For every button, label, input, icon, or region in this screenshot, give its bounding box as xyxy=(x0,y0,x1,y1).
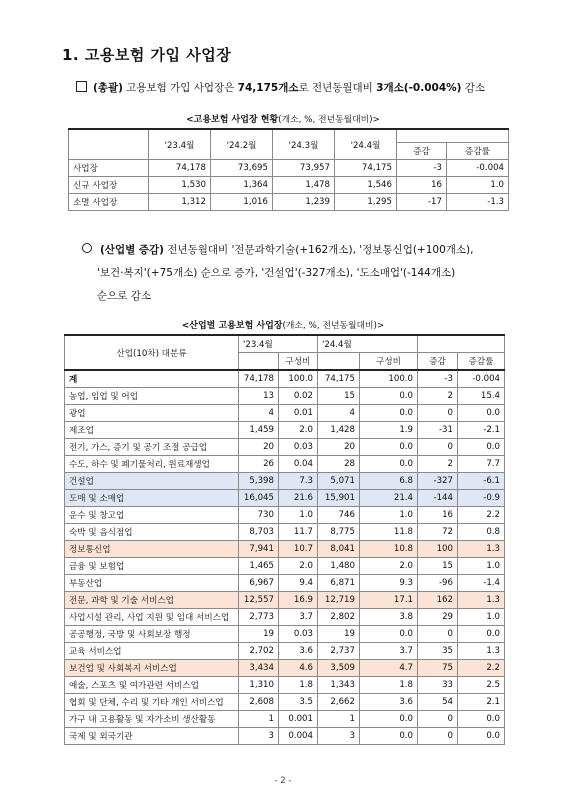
table-row xyxy=(65,643,505,660)
cell-value: 15 xyxy=(318,388,360,405)
cell-value: 1,546 xyxy=(335,177,397,194)
cell-value: -96 xyxy=(418,575,458,592)
cell-value: 1,480 xyxy=(318,558,360,575)
cell-value: 100 xyxy=(418,541,458,558)
cell-value: 5,398 xyxy=(239,473,279,490)
cell-value: 0.0 xyxy=(458,728,505,745)
cell-value: 0.0 xyxy=(458,405,505,422)
cell-value: 1,428 xyxy=(318,422,360,439)
table-row xyxy=(65,728,505,745)
cell-value: -17 xyxy=(397,194,447,211)
row-label: 전기, 가스, 증기 및 공기 조절 공급업 xyxy=(65,439,239,456)
summary-line xyxy=(76,80,485,95)
cell-value: 100.0 xyxy=(360,370,418,388)
row-label: 협회 및 단체, 수리 및 기타 개인 서비스업 xyxy=(65,694,239,711)
cell-value: -6.1 xyxy=(458,473,505,490)
table-row xyxy=(65,422,505,439)
cell-value: 162 xyxy=(418,592,458,609)
cell-value: 4 xyxy=(318,405,360,422)
cell-value: 0.004 xyxy=(279,728,318,745)
cell-value: 0.03 xyxy=(279,439,318,456)
cell-value: 1,459 xyxy=(239,422,279,439)
cell-value: 2.5 xyxy=(458,677,505,694)
table2-header-empty xyxy=(239,353,279,371)
cell-value: 1.0 xyxy=(447,177,509,194)
cell-value: 3.7 xyxy=(279,609,318,626)
cell-value: 1,312 xyxy=(149,194,211,211)
cell-value: 16 xyxy=(397,177,447,194)
cell-value: 21.6 xyxy=(279,490,318,507)
cell-value: 0.0 xyxy=(458,711,505,728)
cell-value: 2 xyxy=(418,456,458,473)
table-row xyxy=(69,177,509,194)
cell-value: 7,941 xyxy=(239,541,279,558)
cell-value: 0.0 xyxy=(458,439,505,456)
cell-value: 0.0 xyxy=(360,626,418,643)
cell-value: 0.0 xyxy=(360,456,418,473)
table-row xyxy=(65,609,505,626)
industry-para-text: 전년동월대비 '전문과학기술(+162개소), '정보통신업(+100개소), xyxy=(163,244,474,256)
cell-value: 1,343 xyxy=(318,677,360,694)
cell-value: 3.6 xyxy=(360,694,418,711)
page-number: - 2 - xyxy=(274,776,292,786)
industry-table xyxy=(64,334,505,745)
cell-value: 1 xyxy=(318,711,360,728)
table2-caption-bold: <산업별 고용보험 사업장 xyxy=(181,321,283,331)
table2-header-diff: 증감 xyxy=(418,353,458,371)
table-row xyxy=(65,626,505,643)
table1-header: 증감률 xyxy=(447,143,509,160)
cell-value: 16 xyxy=(418,507,458,524)
cell-value: 10.7 xyxy=(279,541,318,558)
cell-value: 4.6 xyxy=(279,660,318,677)
table2-header-share2: 구성비 xyxy=(360,353,418,371)
table1-header: '24.4월 xyxy=(335,129,397,160)
cell-value: 16,045 xyxy=(239,490,279,507)
cell-value: 3 xyxy=(318,728,360,745)
row-label: 예술, 스포츠 및 여가관련 서비스업 xyxy=(65,677,239,694)
summary-text2: 로 전년동월대비 xyxy=(298,82,377,94)
row-label: 부동산업 xyxy=(65,575,239,592)
cell-value: 8,775 xyxy=(318,524,360,541)
table1-caption xyxy=(0,112,566,125)
row-label: 사업장 xyxy=(69,160,149,177)
table1-caption-rest: (개소, %, 전년동월대비)> xyxy=(278,115,380,125)
row-label: 광업 xyxy=(65,405,239,422)
row-label: 가구 내 고용활동 및 자가소비 생산활동 xyxy=(65,711,239,728)
cell-value: 1.9 xyxy=(360,422,418,439)
cell-value: 1,478 xyxy=(273,177,335,194)
cell-value: 3,434 xyxy=(239,660,279,677)
cell-value: 4.7 xyxy=(360,660,418,677)
table2-header-industry: 산업(10차) 대분류 xyxy=(65,335,239,370)
cell-value: 1 xyxy=(239,711,279,728)
cell-value: 0.0 xyxy=(360,439,418,456)
cell-value: 20 xyxy=(318,439,360,456)
cell-value: 1.0 xyxy=(360,507,418,524)
cell-value: 13 xyxy=(239,388,279,405)
cell-value: 1,364 xyxy=(211,177,273,194)
cell-value: 2 xyxy=(418,388,458,405)
cell-value: 0.0 xyxy=(360,388,418,405)
cell-value: 73,695 xyxy=(211,160,273,177)
cell-value: -327 xyxy=(418,473,458,490)
bullet-circle-icon xyxy=(82,243,92,253)
cell-value: 74,178 xyxy=(239,370,279,388)
cell-value: -144 xyxy=(418,490,458,507)
table-row xyxy=(65,541,505,558)
summary-bold1: 74,175개소 xyxy=(237,82,299,94)
table-row xyxy=(65,388,505,405)
row-label: 수도, 하수 및 폐기물처리, 원료재생업 xyxy=(65,456,239,473)
cell-value: -0.004 xyxy=(458,370,505,388)
cell-value: 1,239 xyxy=(273,194,335,211)
cell-value: 1,530 xyxy=(149,177,211,194)
cell-value: 4 xyxy=(239,405,279,422)
table-row xyxy=(65,711,505,728)
cell-value: 0 xyxy=(418,728,458,745)
cell-value: 2,608 xyxy=(239,694,279,711)
cell-value: 0 xyxy=(418,626,458,643)
cell-value: 746 xyxy=(318,507,360,524)
cell-value: 2.0 xyxy=(360,558,418,575)
table2-header-2404: '24.4월 xyxy=(318,335,418,353)
cell-value: 54 xyxy=(418,694,458,711)
section-heading: 1. 고용보험 가입 사업장 xyxy=(62,46,232,64)
cell-value: 0 xyxy=(418,439,458,456)
cell-value: 10.8 xyxy=(360,541,418,558)
cell-value: 3 xyxy=(239,728,279,745)
cell-value: 2.0 xyxy=(279,558,318,575)
cell-value: 0.03 xyxy=(279,626,318,643)
table2-caption-rest: (개소, %, 전년동월대비)> xyxy=(282,321,385,331)
cell-value: -1.4 xyxy=(458,575,505,592)
table-row xyxy=(65,370,505,388)
table1-header: 증감 xyxy=(397,143,447,160)
summary-text3: 감소 xyxy=(461,82,486,94)
cell-value: -0.004 xyxy=(447,160,509,177)
row-label: 전문, 과학 및 기술 서비스업 xyxy=(65,592,239,609)
cell-value: 0.8 xyxy=(458,524,505,541)
cell-value: 0.02 xyxy=(279,388,318,405)
cell-value: 9.4 xyxy=(279,575,318,592)
table-row xyxy=(65,694,505,711)
row-label: 정보통신업 xyxy=(65,541,239,558)
row-label: 도매 및 소매업 xyxy=(65,490,239,507)
row-label: 소멸 사업장 xyxy=(69,194,149,211)
cell-value: 100.0 xyxy=(279,370,318,388)
cell-value: 1,310 xyxy=(239,677,279,694)
cell-value: 6,871 xyxy=(318,575,360,592)
table2-header-blank xyxy=(418,335,505,353)
row-label: 교육 서비스업 xyxy=(65,643,239,660)
table-row xyxy=(69,194,509,211)
table1-corner-cell xyxy=(69,129,149,160)
cell-value: 35 xyxy=(418,643,458,660)
summary-prefix: (총괄) xyxy=(93,82,123,94)
row-label: 건설업 xyxy=(65,473,239,490)
cell-value: 2.2 xyxy=(458,660,505,677)
cell-value: 1.8 xyxy=(360,677,418,694)
cell-value: 6,967 xyxy=(239,575,279,592)
cell-value: 16.9 xyxy=(279,592,318,609)
cell-value: 0.0 xyxy=(360,711,418,728)
cell-value: 17.1 xyxy=(360,592,418,609)
cell-value: 0 xyxy=(418,711,458,728)
cell-value: 730 xyxy=(239,507,279,524)
table-row xyxy=(65,524,505,541)
cell-value: 1,295 xyxy=(335,194,397,211)
cell-value: 28 xyxy=(318,456,360,473)
cell-value: 74,175 xyxy=(318,370,360,388)
cell-value: 0 xyxy=(418,405,458,422)
cell-value: 15.4 xyxy=(458,388,505,405)
summary-bold2: 3개소(-0.004%) xyxy=(376,82,462,94)
cell-value: 8,703 xyxy=(239,524,279,541)
industry-para-line3: 순으로 감소 xyxy=(97,290,152,302)
cell-value: 21.4 xyxy=(360,490,418,507)
cell-value: 2,773 xyxy=(239,609,279,626)
table-row xyxy=(65,507,505,524)
cell-value: 3.5 xyxy=(279,694,318,711)
table-row xyxy=(65,405,505,422)
table1-header: '24.2월 xyxy=(211,129,273,160)
table-row xyxy=(65,439,505,456)
cell-value: 26 xyxy=(239,456,279,473)
cell-value: 7.3 xyxy=(279,473,318,490)
row-label: 신규 사업장 xyxy=(69,177,149,194)
row-label: 숙박 및 음식점업 xyxy=(65,524,239,541)
cell-value: 0.001 xyxy=(279,711,318,728)
cell-value: -3 xyxy=(397,160,447,177)
industry-para-prefix: (산업별 증감) xyxy=(100,244,164,256)
table1-header: '23.4월 xyxy=(149,129,211,160)
table-row xyxy=(65,456,505,473)
table-row xyxy=(65,558,505,575)
cell-value: 2,802 xyxy=(318,609,360,626)
industry-para-line2: '보건·복지'(+75개소) 순으로 증가, '건설업'(-327개소), '도소매업'(-144개소) xyxy=(97,267,456,279)
row-label: 금융 및 보험업 xyxy=(65,558,239,575)
cell-value: 19 xyxy=(318,626,360,643)
table2-header-share: 구성비 xyxy=(279,353,318,371)
cell-value: 0.0 xyxy=(458,626,505,643)
cell-value: 3.6 xyxy=(279,643,318,660)
cell-value: 75 xyxy=(418,660,458,677)
cell-value: 12,557 xyxy=(239,592,279,609)
cell-value: 72 xyxy=(418,524,458,541)
cell-value: 3,509 xyxy=(318,660,360,677)
cell-value: 1.3 xyxy=(458,643,505,660)
cell-value: 0.01 xyxy=(279,405,318,422)
table-row xyxy=(69,160,509,177)
cell-value: -2.1 xyxy=(458,422,505,439)
table2-header-empty xyxy=(318,353,360,371)
cell-value: 2,662 xyxy=(318,694,360,711)
table-row xyxy=(65,677,505,694)
table-row xyxy=(65,592,505,609)
cell-value: 0.0 xyxy=(360,728,418,745)
cell-value: 3.7 xyxy=(360,643,418,660)
industry-para-line1 xyxy=(82,242,474,257)
cell-value: 8,041 xyxy=(318,541,360,558)
row-label: 사업시설 관리, 사업 지원 및 임대 서비스업 xyxy=(65,609,239,626)
table1-header-row xyxy=(69,129,509,143)
table-row xyxy=(65,660,505,677)
table-row xyxy=(65,473,505,490)
cell-value: 74,178 xyxy=(149,160,211,177)
table1-caption-bold: <고용보험 사업장 현황 xyxy=(186,115,279,125)
cell-value: 1.3 xyxy=(458,592,505,609)
table-row xyxy=(65,575,505,592)
table1-header: '24.3월 xyxy=(273,129,335,160)
cell-value: 2,737 xyxy=(318,643,360,660)
cell-value: 6.8 xyxy=(360,473,418,490)
cell-value: 1.0 xyxy=(458,558,505,575)
table2-header-row xyxy=(65,335,505,353)
cell-value: 74,175 xyxy=(335,160,397,177)
cell-value: 2.2 xyxy=(458,507,505,524)
cell-value: 1.0 xyxy=(458,609,505,626)
cell-value: -31 xyxy=(418,422,458,439)
cell-value: 1,016 xyxy=(211,194,273,211)
cell-value: 1,465 xyxy=(239,558,279,575)
cell-value: 3.8 xyxy=(360,609,418,626)
cell-value: 15,901 xyxy=(318,490,360,507)
cell-value: 29 xyxy=(418,609,458,626)
cell-value: 15 xyxy=(418,558,458,575)
cell-value: 11.8 xyxy=(360,524,418,541)
row-label: 계 xyxy=(65,370,239,388)
cell-value: 73,957 xyxy=(273,160,335,177)
table1-header-blank xyxy=(397,129,509,143)
cell-value: 2.1 xyxy=(458,694,505,711)
cell-value: -1.3 xyxy=(447,194,509,211)
cell-value: 12,719 xyxy=(318,592,360,609)
cell-value: 33 xyxy=(418,677,458,694)
cell-value: 2.0 xyxy=(279,422,318,439)
cell-value: 1.8 xyxy=(279,677,318,694)
cell-value: -3 xyxy=(418,370,458,388)
row-label: 국제 및 외국기관 xyxy=(65,728,239,745)
table2-header-rate: 증감률 xyxy=(458,353,505,371)
row-label: 공공행정, 국방 및 사회보장 행정 xyxy=(65,626,239,643)
row-label: 제조업 xyxy=(65,422,239,439)
summary-text1: 고용보험 가입 사업장은 xyxy=(122,82,238,94)
cell-value: -0.9 xyxy=(458,490,505,507)
cell-value: 5,071 xyxy=(318,473,360,490)
cell-value: 2,702 xyxy=(239,643,279,660)
cell-value: 9.3 xyxy=(360,575,418,592)
table2-header-2304: '23.4월 xyxy=(239,335,318,353)
cell-value: 20 xyxy=(239,439,279,456)
cell-value: 0.04 xyxy=(279,456,318,473)
table2-caption xyxy=(0,318,566,331)
cell-value: 7.7 xyxy=(458,456,505,473)
cell-value: 0.0 xyxy=(360,405,418,422)
cell-value: 1.0 xyxy=(279,507,318,524)
establishment-summary-table xyxy=(68,128,509,211)
row-label: 농업, 임업 및 어업 xyxy=(65,388,239,405)
table-row xyxy=(65,490,505,507)
cell-value: 1.3 xyxy=(458,541,505,558)
cell-value: 19 xyxy=(239,626,279,643)
checkbox-square-icon xyxy=(76,81,87,92)
cell-value: 11.7 xyxy=(279,524,318,541)
row-label: 운수 및 창고업 xyxy=(65,507,239,524)
row-label: 보건업 및 사회복지 서비스업 xyxy=(65,660,239,677)
